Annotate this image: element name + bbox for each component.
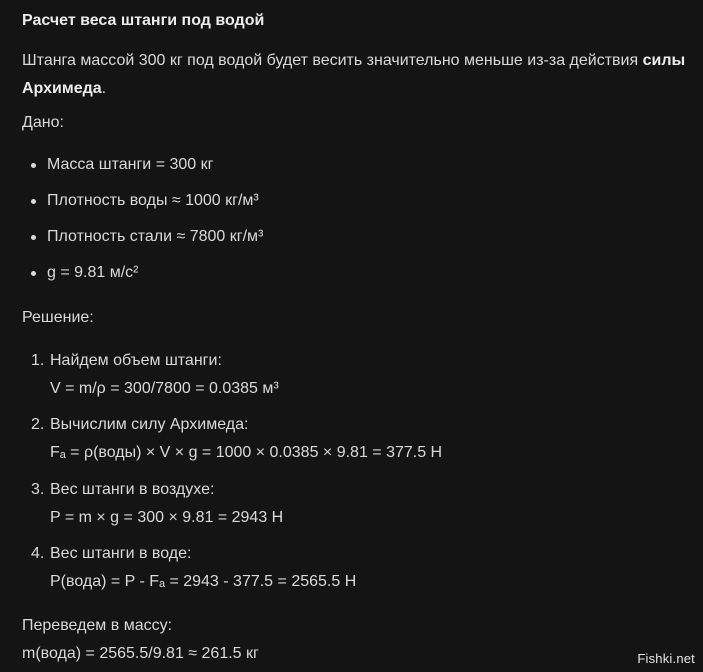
given-item-text: Масса штанги = 300 кг [47,156,214,173]
given-item-text: g = 9.81 м/с² [47,264,139,281]
step-title: Вес штанги в воздухе: [50,481,215,498]
step-number: 1. [31,352,45,369]
bullet-icon [31,163,36,168]
step-formula: Fₐ = ρ(воды) × V × g = 1000 × 0.0385 × 9.81 = 377.5 Н [50,444,443,461]
step-number: 4. [31,545,45,562]
given-item-text: Плотность воды ≈ 1000 кг/м³ [47,192,259,209]
answer-title: Расчет веса штанги под водой [22,12,265,29]
given-item-text: Плотность стали ≈ 7800 кг/м³ [47,228,264,245]
intro-text: Штанга массой 300 кг под водой будет весить значительно меньше из-за действия [22,52,643,69]
given-label: Дано: [22,114,64,131]
intro-end: . [101,80,107,97]
step-formula: V = m/ρ = 300/7800 = 0.0385 м³ [50,380,279,397]
step-number: 2. [31,416,45,433]
step-formula: P(вода) = P - Fₐ = 2943 - 377.5 = 2565.5 Н [50,573,357,590]
bullet-icon [31,271,36,276]
step-title: Вычислим силу Архимеда: [50,416,249,433]
intro-paragraph [22,47,692,103]
watermark-logo: Fishki.net [637,651,695,666]
step-formula: P = m × g = 300 × 9.81 = 2943 Н [50,509,284,526]
solution-label: Решение: [22,309,94,326]
bullet-icon [31,235,36,240]
step-title: Найдем объем штанги: [50,352,222,369]
intro-bold-term: силы Архимеда [22,52,686,97]
step-number: 3. [31,481,45,498]
bullet-icon [31,199,36,204]
conversion-formula: m(вода) = 2565.5/9.81 ≈ 261.5 кг [22,645,259,662]
conversion-label: Переведем в массу: [22,617,173,634]
step-title: Вес штанги в воде: [50,545,192,562]
